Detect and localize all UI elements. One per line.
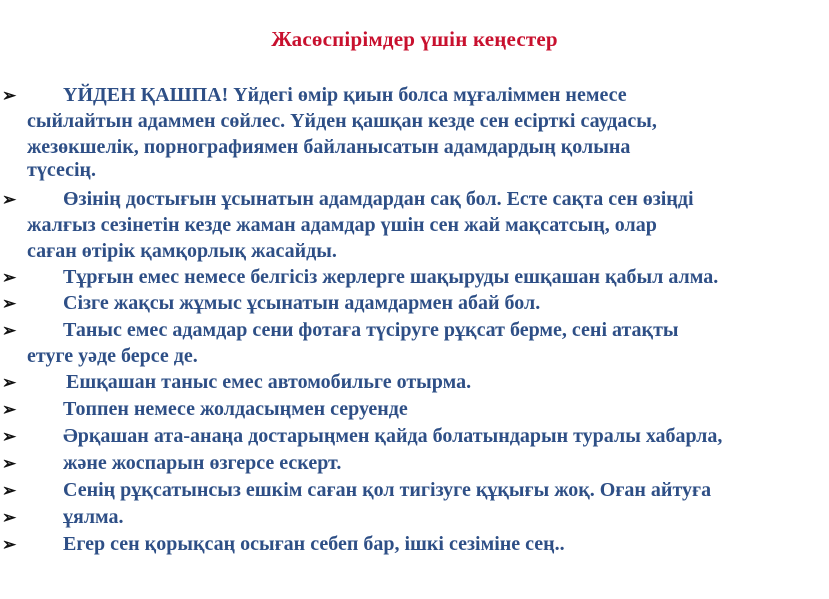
bullet-icon: ➢ (2, 373, 17, 392)
item-text: түсесің. (27, 159, 97, 181)
list-item-continuation (0, 157, 829, 184)
list-item (0, 477, 829, 504)
item-text: Өзінің достығын ұсынатын адамдардан сақ бол. Есте сақта сен өзіңді (63, 188, 694, 210)
list-item-continuation (0, 212, 829, 239)
list-item (0, 369, 829, 396)
bullet-icon: ➢ (2, 508, 17, 527)
list-item (0, 450, 829, 477)
item-text: сыйлайтын адаммен сөйлес. Үйден қашқан кезде сен есірткі саудасы, (27, 110, 657, 132)
item-text: ұялма. (63, 506, 124, 528)
item-text: Егер сен қорықсаң осыған себеп бар, ішкі сезіміне сең.. (63, 533, 565, 555)
item-text: етуге уәде берсе де. (27, 345, 198, 367)
list-item-continuation (0, 238, 829, 265)
item-text: Ешқашан таныс емес автомобильге отырма. (66, 371, 472, 393)
list-item (0, 531, 829, 558)
item-text: саған өтірік қамқорлық жасайды. (27, 240, 337, 262)
item-text: Сенің рұқсатынсыз ешкім саған қол тигізуге құқығы жоқ. Оған айтуға (63, 479, 712, 501)
page-title: Жасөспірімдер үшін кеңестер (271, 27, 558, 51)
bullet-icon: ➢ (2, 481, 17, 500)
list-item (0, 396, 829, 423)
bullet-icon: ➢ (2, 427, 17, 446)
list-item (0, 504, 829, 531)
bullet-icon: ➢ (2, 190, 17, 209)
list-item-continuation (0, 108, 829, 135)
list-item (0, 264, 829, 291)
bullet-icon: ➢ (2, 321, 17, 340)
list-item (0, 186, 829, 213)
item-text: Топпен немесе жолдасыңмен серуенде (63, 398, 408, 420)
bullet-icon: ➢ (2, 535, 17, 554)
item-text: Тұрғын емес немесе белгісіз жерлерге шақыруды ешқашан қабыл алма. (63, 266, 719, 288)
item-text: жезөкшелік, порнографиямен байланысатын адамдардың қолына (27, 136, 631, 158)
bullet-icon: ➢ (2, 454, 17, 473)
item-text: Таныс емес адамдар сени фотаға түсіруге рұқсат берме, сені атақты (63, 319, 679, 341)
list-item-continuation (0, 343, 829, 370)
bullet-icon: ➢ (2, 294, 17, 313)
bullet-icon: ➢ (2, 86, 17, 105)
list-item (0, 317, 829, 344)
list-item (0, 290, 829, 317)
item-text: және жоспарын өзгерсе ескерт. (63, 452, 342, 474)
list-item (0, 423, 829, 450)
item-text: Сізге жақсы жұмыс ұсынатын адамдармен абай бол. (63, 292, 541, 314)
bullet-icon: ➢ (2, 268, 17, 287)
item-text: жалғыз сезінетін кезде жаман адамдар үшін сен жай мақсатсың, олар (27, 214, 657, 236)
list-item (0, 82, 829, 109)
item-text: Әрқашан ата-анаңа достарыңмен қайда болатындарын туралы хабарла, (63, 425, 723, 447)
bullet-icon: ➢ (2, 400, 17, 419)
item-text: ҮЙДЕН ҚАШПА! Үйдегі өмір қиын болса мұғаліммен немесе (63, 84, 627, 106)
